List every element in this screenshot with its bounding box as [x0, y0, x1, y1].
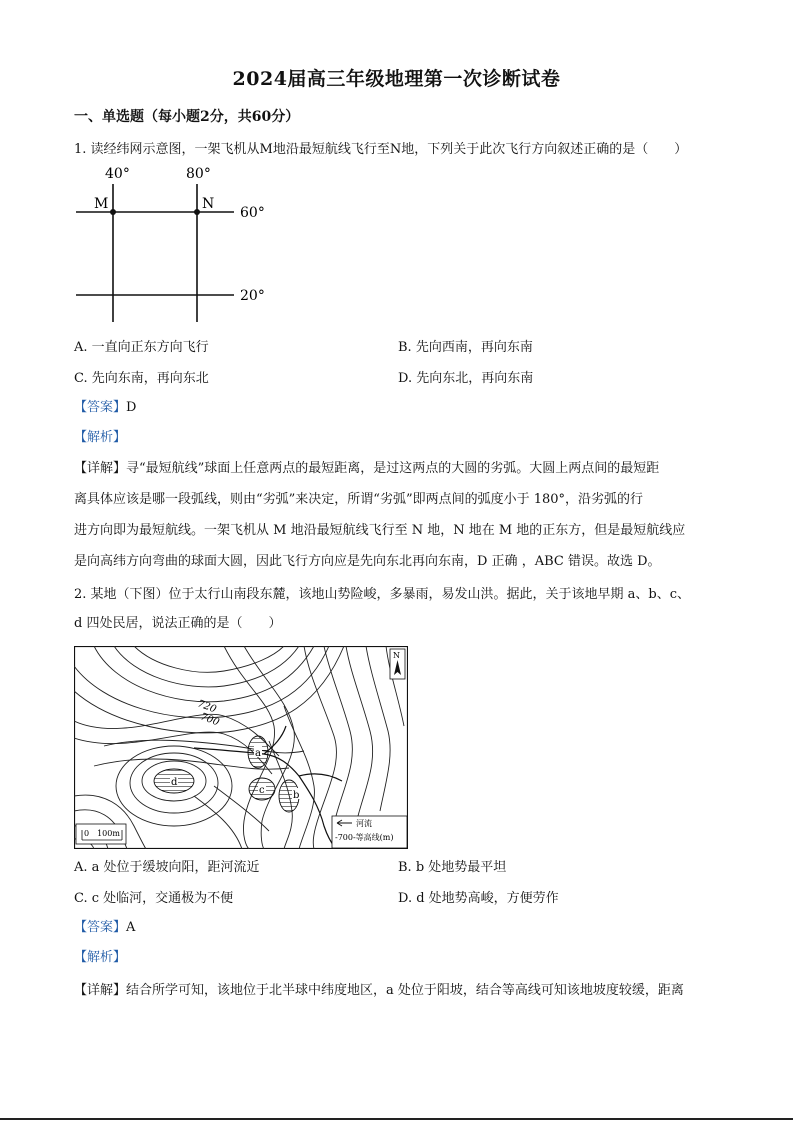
q1-analysis-tag: 【解析】	[74, 430, 127, 445]
section-heading: 一、单选题（每小题2分，共60分）	[74, 109, 300, 125]
q1-detail-line-2: 离具体应该是哪一段弧线，则由“劣弧”来决定，所谓“劣弧”即两点间的弧度小于 180°，沿劣弧的行	[74, 492, 644, 507]
q1-answer-tag: 【答案】	[74, 400, 127, 415]
settlement-c-label: c	[259, 785, 265, 796]
q1-detail-line-3: 进方向即为最短航线。一架飞机从 M 地沿最短航线飞行至 N 地，N 地在 M 地的正东方，但是最短航线应	[74, 523, 686, 538]
q2-stem-line-1: 2. 某地（下图）位于太行山南段东麓，该地山势险峻，多暴雨，易发山洪。据此，关于该地早期 a、b、c、	[74, 587, 691, 602]
q1-detail-text-1: 寻“最短航线”球面上任意两点的最短距离，是过这两点的大圆的劣弧。大圆上两点间的最短距	[126, 461, 660, 476]
point-m-marker	[110, 209, 116, 215]
q1-answer-line	[74, 398, 724, 418]
q1-graticule-figure	[70, 162, 280, 328]
settlement-d-label: d	[171, 777, 178, 788]
legend-contour-text: -700-等高线(m)	[335, 833, 394, 842]
q1-option-a[interactable]: A. 一直向正东方向飞行	[74, 340, 209, 355]
page-bottom-rule	[0, 1118, 793, 1120]
q2-option-c[interactable]: C. c 处临河，交通极为不便	[74, 891, 234, 906]
q2-answer-line	[74, 918, 724, 938]
scale-text: 0 100m	[84, 829, 120, 838]
q1-stem: 1. 读经纬网示意图，一架飞机从M地沿最短航线飞行至N地，下列关于此次飞行方向叙述正确的是（ ）	[74, 142, 688, 157]
q2-detail-tag: 【详解】	[74, 983, 127, 998]
q2-option-b[interactable]: B. b 处地势最平坦	[398, 860, 507, 875]
q2-option-a[interactable]: A. a 处位于缓坡向阳，距河流近	[74, 860, 260, 875]
q2-contour-map	[74, 646, 408, 849]
contour-700-label: 700	[198, 711, 221, 729]
q1-detail-tag: 【详解】	[74, 461, 127, 476]
contour-720-label: 720	[195, 698, 218, 716]
north-label: N	[393, 651, 400, 660]
point-n-marker	[194, 209, 200, 215]
q2-stem-line-2: d 四处民居，说法正确的是（ ）	[74, 616, 282, 631]
q2-answer-tag: 【答案】	[74, 920, 127, 935]
point-m-label: M	[94, 196, 109, 212]
longitude-40-label: 40°	[105, 166, 130, 182]
page-title: 2024届高三年级地理第一次诊断试卷	[232, 68, 561, 90]
latitude-20-label: 20°	[240, 288, 265, 304]
point-n-label: N	[202, 196, 215, 212]
latitude-60-label: 60°	[240, 205, 265, 221]
q2-detail-text: 结合所学可知，该地位于北半球中纬度地区，a 处位于阳坡，结合等高线可知该地坡度较缓，距离	[126, 983, 684, 998]
longitude-80-label: 80°	[186, 166, 211, 182]
q2-detail-line	[74, 981, 724, 1001]
q2-analysis-tag: 【解析】	[74, 950, 127, 965]
q2-answer-value: A	[126, 920, 136, 935]
q1-option-b[interactable]: B. 先向西南，再向东南	[398, 340, 533, 355]
q1-detail-line-4: 是向高纬方向弯曲的球面大圆，因此飞行方向应是先向东北再向东南，D 正确 ，ABC 错误。故选 D。	[74, 554, 661, 569]
legend-river-text: 河流	[356, 819, 372, 828]
q1-option-d[interactable]: D. 先向东北，再向东南	[398, 371, 534, 386]
settlement-b-label: b	[293, 790, 300, 801]
q1-detail-line-1	[74, 459, 724, 479]
settlement-a-label: a	[255, 748, 261, 759]
q1-option-c[interactable]: C. 先向东南，再向东北	[74, 371, 209, 386]
q2-option-d[interactable]: D. d 处地势高峻，方便劳作	[398, 891, 559, 906]
q1-answer-value: D	[126, 400, 137, 415]
